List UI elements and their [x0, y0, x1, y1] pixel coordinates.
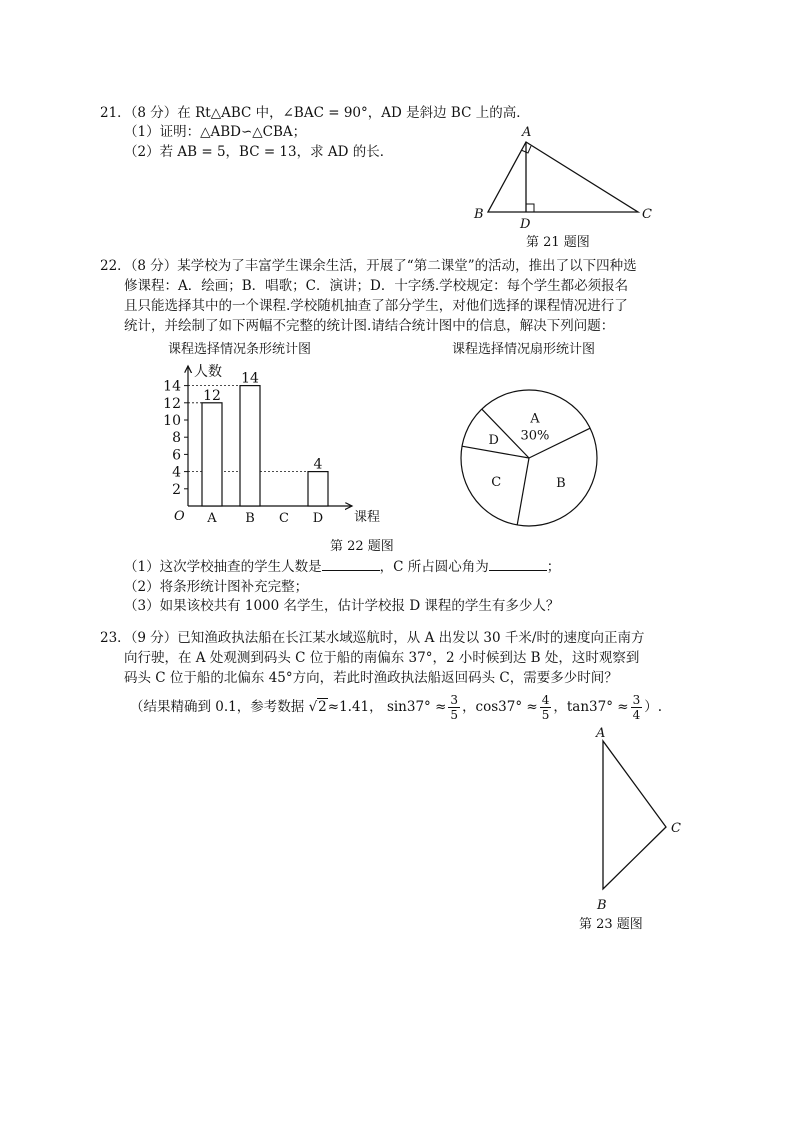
bar-chart-value-label: 4 [313, 456, 323, 473]
bar-chart-ytick-label: 4 [172, 464, 181, 481]
q22-line4: 统计，并绘制了如下两幅不完整的统计图.请结合统计图中的信息，解决下列问题： [124, 318, 615, 334]
q23-figure [586, 725, 696, 915]
bar-chart-value-label: 12 [203, 387, 221, 404]
cos-den: 5 [541, 708, 550, 722]
bar-chart-ytick-label: 2 [172, 481, 181, 498]
bar-chart-ytick-label: 12 [163, 395, 181, 412]
bar-chart-ytick-label: 8 [172, 430, 181, 447]
sqrt-arg: 2 [318, 699, 327, 715]
q23-label-c: C [671, 821, 681, 836]
sqrt-symbol: √ [308, 699, 318, 715]
q23-line3: 码头 C 位于船的北偏东 45°方向，若此时渔政执法船返回码头 C，需要多少时间？ [124, 670, 618, 686]
bar-chart-bar-A [202, 403, 222, 506]
q23-line2: 向行驶，在 A 处观测到码头 C 位于船的南偏东 37°，2 小时候到达 B 处，这时观察到 [124, 650, 640, 666]
bar-chart-xtick-label: D [312, 511, 324, 526]
sqrt-value: ≈1.41， [327, 699, 383, 715]
bar-chart-xtick-label: A [207, 511, 217, 526]
q21-label-a: A [522, 125, 532, 140]
bar-chart-ylabel: 人数 [194, 364, 222, 380]
bar-chart-bar-B [240, 386, 260, 506]
bar-chart-xtick-label: C [279, 511, 289, 526]
q22-sub1-text-b: ，C 所占圆心角为 [379, 559, 489, 575]
q21-label-d: D [520, 217, 531, 232]
q23-label-a: A [596, 726, 606, 741]
q21-sub2: （2）若 AB = 5，BC = 13，求 AD 的长． [124, 144, 394, 160]
q23-note-prefix: （结果精确到 0.1，参考数据 [130, 699, 305, 715]
q21-header: 21．（8 分）在 Rt△ABC 中，∠BAC = 90°，AD 是斜边 BC 上的高． [100, 105, 530, 121]
q21-figure [470, 120, 670, 250]
q22-sub1 [124, 557, 560, 577]
q22-sub2: （2）将条形统计图补充完整； [124, 579, 309, 595]
bar-chart [160, 360, 400, 530]
q23-line1: 23．（9 分）已知渔政执法船在长江某水域巡航时，从 A 出发以 30 千米/时的速度向正南方 [100, 630, 645, 646]
q23-label-b: B [597, 898, 607, 913]
q22-caption: 第 22 题图 [330, 539, 394, 554]
pie-slice-label-D: D [488, 433, 499, 449]
q22-blank-count[interactable] [322, 557, 380, 571]
bar-chart-ytick-label: 10 [163, 413, 181, 429]
cos-fraction [540, 693, 552, 722]
q21-caption: 第 21 题图 [526, 235, 590, 250]
q21-sub1: （1）证明：△ABD∽△CBA； [124, 124, 307, 140]
sin-fraction [448, 693, 460, 722]
cos-num: 4 [541, 693, 550, 707]
bar-chart-origin: O [174, 509, 185, 524]
bar-chart-xtick-label: B [245, 511, 255, 526]
q22-sub3: （3）如果该校共有 1000 名学生，估计学校报 D 课程的学生有多少人？ [124, 598, 560, 614]
q22-line1: 22．（8 分）某学校为了丰富学生课余生活，开展了“第二课堂”的活动，推出了以下四种选 [100, 258, 637, 274]
q22-line3: 且只能选择其中的一个课程.学校随机抽查了部分学生，对他们选择的课程情况进行了 [124, 298, 628, 314]
tan-fraction [631, 693, 643, 722]
sin-den: 5 [450, 708, 459, 722]
pie-chart-title: 课程选择情况扇形统计图 [452, 342, 596, 357]
bar-chart-title: 课程选择情况条形统计图 [168, 342, 312, 357]
pie-chart [455, 385, 605, 535]
bar-chart-xlabel: 课程 [354, 510, 381, 525]
cos-text: ，cos37° ≈ [462, 699, 538, 715]
tan-num: 3 [632, 693, 641, 707]
q22-blank-angle[interactable] [489, 557, 547, 571]
tan-den: 4 [632, 708, 641, 722]
bar-chart-ytick-label: 6 [172, 447, 181, 464]
q23-caption: 第 23 题图 [579, 917, 643, 932]
q21-label-b: B [474, 207, 484, 222]
q21-label-c: C [642, 207, 652, 222]
pie-slice-label-C: C [491, 474, 502, 490]
bar-chart-bar-D [308, 472, 328, 506]
q22-sub1-text-a: （1）这次学校抽查的学生人数是 [124, 559, 322, 575]
q22-sub1-text-c: ； [546, 559, 561, 575]
bar-chart-ytick-label: 14 [163, 378, 181, 395]
pie-slice-boundary [517, 458, 529, 525]
q23-note-suffix: ）. [644, 699, 662, 715]
bar-chart-value-label: 14 [241, 370, 259, 387]
pie-slice-percent-A: 30% [520, 428, 550, 444]
pie-slice-label-B: B [556, 476, 566, 492]
sin-num: 3 [450, 693, 459, 707]
sin-text: sin37° ≈ [386, 699, 447, 715]
q22-line2: 修课程：A．绘画；B．唱歌；C．演讲；D．十字绣.学校规定：每个学生都必须报名 [124, 278, 629, 294]
pie-slice-label-A: A [530, 411, 540, 427]
q23-note [130, 692, 662, 722]
tan-text: ，tan37° ≈ [553, 699, 629, 715]
